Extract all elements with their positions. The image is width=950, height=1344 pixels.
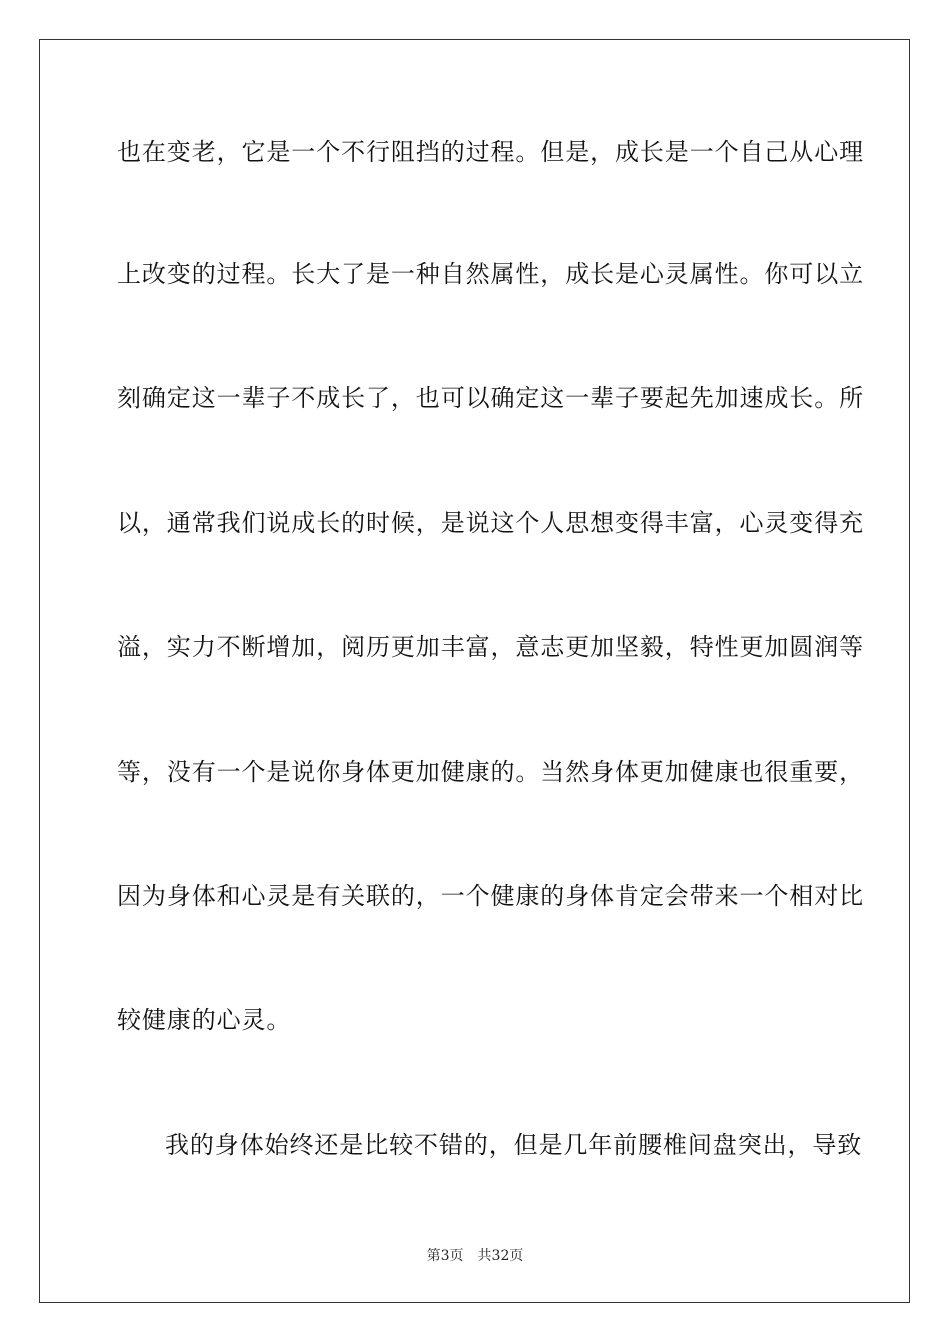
body-text-line-4: 以，通常我们说成长的时候，是说这个人思想变得丰富，心灵变得充 xyxy=(117,509,864,537)
body-text-line-2: 上改变的过程。长大了是一种自然属性，成长是心灵属性。你可以立 xyxy=(117,260,864,288)
body-text-line-5: 溢，实力不断增加，阅历更加丰富，意志更加坚毅，特性更加圆润等 xyxy=(117,633,864,661)
page-border xyxy=(39,39,910,1303)
body-text-line-1: 也在变老，它是一个不行阻挡的过程。但是，成长是一个自己从心理 xyxy=(117,138,864,166)
body-text-line-7: 因为身体和心灵是有关联的，一个健康的身体肯定会带来一个相对比 xyxy=(117,882,864,910)
body-text-line-9: 我的身体始终还是比较不错的，但是几年前腰椎间盘突出，导致 xyxy=(165,1131,863,1159)
body-text-line-8: 较健康的心灵。 xyxy=(117,1006,292,1034)
page-number-footer: 第3页 共32页 xyxy=(426,1248,524,1264)
body-text-line-3: 刻确定这一辈子不成长了，也可以确定这一辈子要起先加速成长。所 xyxy=(117,384,864,412)
body-text-line-6: 等，没有一个是说你身体更加健康的。当然身体更加健康也很重要， xyxy=(117,758,864,786)
